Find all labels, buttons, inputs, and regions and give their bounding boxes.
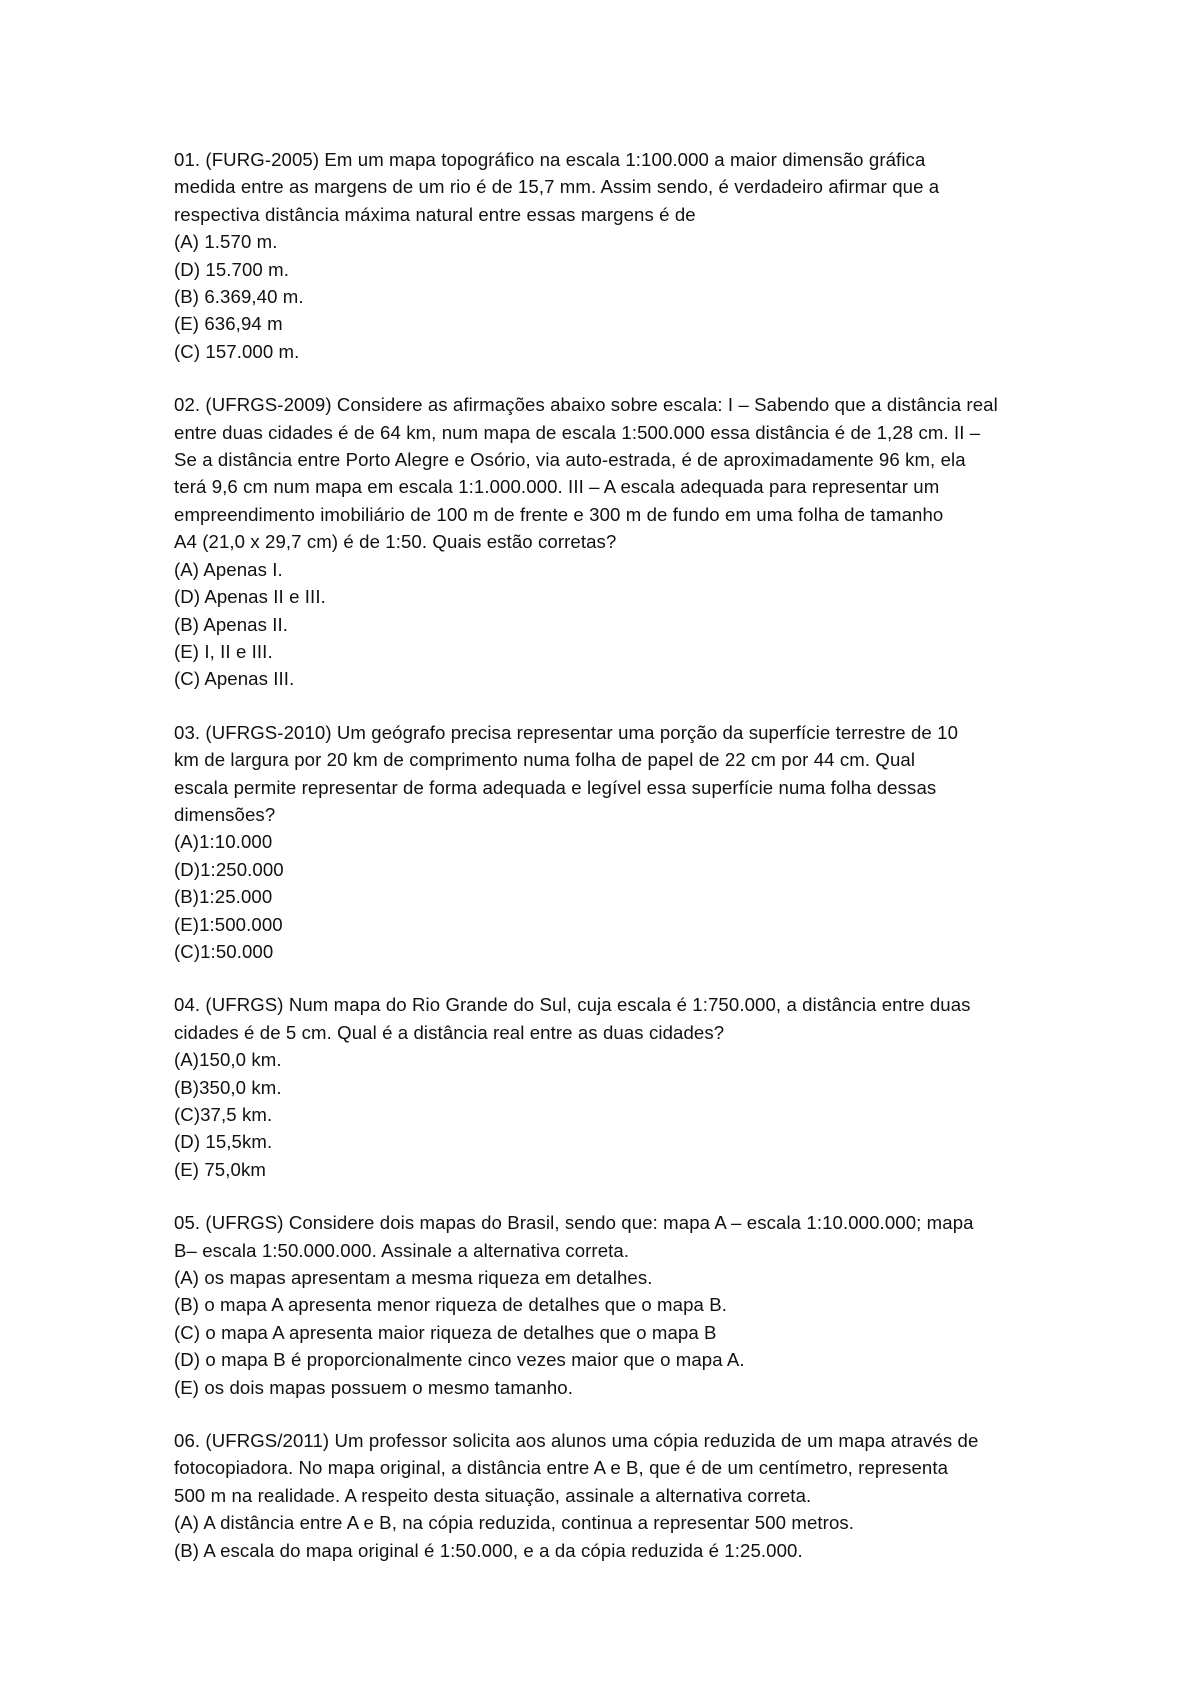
answer-option: (A)150,0 km. xyxy=(174,1049,282,1071)
question-text-line: respectiva distância máxima natural entre essas margens é de xyxy=(174,203,696,225)
question-text-line: medida entre as margens de um rio é de 15,7 mm. Assim sendo, é verdadeiro afirmar que a xyxy=(174,176,940,198)
question-text-line: entre duas cidades é de 64 km, num mapa de escala 1:500.000 essa distância é de 1,28 cm. II – xyxy=(174,421,981,443)
question-text-line: Se a distância entre Porto Alegre e Osório, via auto-estrada, é de aproximadamente 96 km, ela xyxy=(174,449,966,471)
question-text-line: B– escala 1:50.000.000. Assinale a alternativa correta. xyxy=(174,1239,630,1261)
question-block xyxy=(174,719,1044,966)
answer-option: (E)1:500.000 xyxy=(174,913,283,935)
question-text-line: dimensões? xyxy=(174,803,276,825)
answer-option: (C)37,5 km. xyxy=(174,1104,273,1125)
answer-option: (C)1:50.000 xyxy=(174,940,274,962)
answer-option: (D) 15,5km. xyxy=(174,1131,273,1153)
answer-option: (A) Apenas I. xyxy=(174,558,283,580)
question-text-line: 06. (UFRGS/2011) Um professor solicita aos alunos uma cópia reduzida de um mapa através de xyxy=(174,1430,979,1452)
question-text-line: 05. (UFRGS) Considere dois mapas do Brasil, sendo que: mapa A – escala 1:10.000.000; mapa xyxy=(174,1212,974,1234)
answer-option: (B) Apenas II. xyxy=(174,613,289,635)
answer-option: (C) o mapa A apresenta maior riqueza de detalhes que o mapa B xyxy=(174,1321,717,1343)
answer-option: (E) 636,94 m xyxy=(174,313,283,335)
answer-option: (A) A distância entre A e B, na cópia reduzida, continua a representar 500 metros. xyxy=(174,1512,855,1534)
question-text-line: terá 9,6 cm num mapa em escala 1:1.000.000. III – A escala adequada para representar um xyxy=(174,476,940,498)
question-text-line: A4 (21,0 x 29,7 cm) é de 1:50. Quais estão corretas? xyxy=(174,531,617,553)
answer-option: (C) Apenas III. xyxy=(174,668,295,690)
question-text-line: 500 m na realidade. A respeito desta situação, assinale a alternativa correta. xyxy=(174,1484,812,1506)
answer-option: (B) A escala do mapa original é 1:50.000, e a da cópia reduzida é 1:25.000. xyxy=(174,1539,803,1561)
answer-option: (C) 157.000 m. xyxy=(174,340,300,362)
question-text-line: km de largura por 20 km de comprimento numa folha de papel de 22 cm por 44 cm. Qual xyxy=(174,749,916,771)
question-text-line: 02. (UFRGS-2009) Considere as afirmações abaixo sobre escala: I – Sabendo que a distância real xyxy=(174,394,998,416)
question-text-line: 03. (UFRGS-2010) Um geógrafo precisa representar uma porção da superfície terrestre de 10 xyxy=(174,721,959,743)
question-text-line: cidades é de 5 cm. Qual é a distância real entre as duas cidades? xyxy=(174,1021,725,1043)
answer-option: (B) o mapa A apresenta menor riqueza de detalhes que o mapa B. xyxy=(174,1294,727,1316)
answer-option: (B)350,0 km. xyxy=(174,1076,282,1098)
question-block xyxy=(174,991,1044,1183)
answer-option: (D) Apenas II e III. xyxy=(174,586,326,608)
answer-option: (B) 6.369,40 m. xyxy=(174,286,304,308)
answer-option: (E) os dois mapas possuem o mesmo tamanho. xyxy=(174,1376,573,1398)
question-text-line: 04. (UFRGS) Num mapa do Rio Grande do Sul, cuja escala é 1:750.000, a distância entre duas xyxy=(174,994,971,1016)
question-block xyxy=(174,146,1044,365)
answer-option: (E) 75,0km xyxy=(174,1158,266,1180)
answer-option: (D) 15.700 m. xyxy=(174,258,289,280)
question-block xyxy=(174,391,1044,692)
answer-option: (A)1:10.000 xyxy=(174,831,273,853)
question-block xyxy=(174,1209,1044,1401)
answer-option: (E) I, II e III. xyxy=(174,640,273,662)
question-text-line: escala permite representar de forma adequada e legível essa superfície numa folha dessas xyxy=(174,776,937,798)
answer-option: (A) 1.570 m. xyxy=(174,231,278,253)
answer-option: (D)1:250.000 xyxy=(174,858,284,880)
answer-option: (A) os mapas apresentam a mesma riqueza em detalhes. xyxy=(174,1267,653,1289)
question-text-line: 01. (FURG-2005) Em um mapa topográfico na escala 1:100.000 a maior dimensão gráfica xyxy=(174,149,926,170)
question-text-line: empreendimento imobiliário de 100 m de frente e 300 m de fundo em uma folha de tamanho xyxy=(174,503,944,525)
document-page xyxy=(174,146,1044,1590)
question-text-line: fotocopiadora. No mapa original, a distância entre A e B, que é de um centímetro, representa xyxy=(174,1457,949,1479)
question-block xyxy=(174,1427,1044,1564)
answer-option: (D) o mapa B é proporcionalmente cinco vezes maior que o mapa A. xyxy=(174,1349,745,1371)
answer-option: (B)1:25.000 xyxy=(174,886,273,908)
